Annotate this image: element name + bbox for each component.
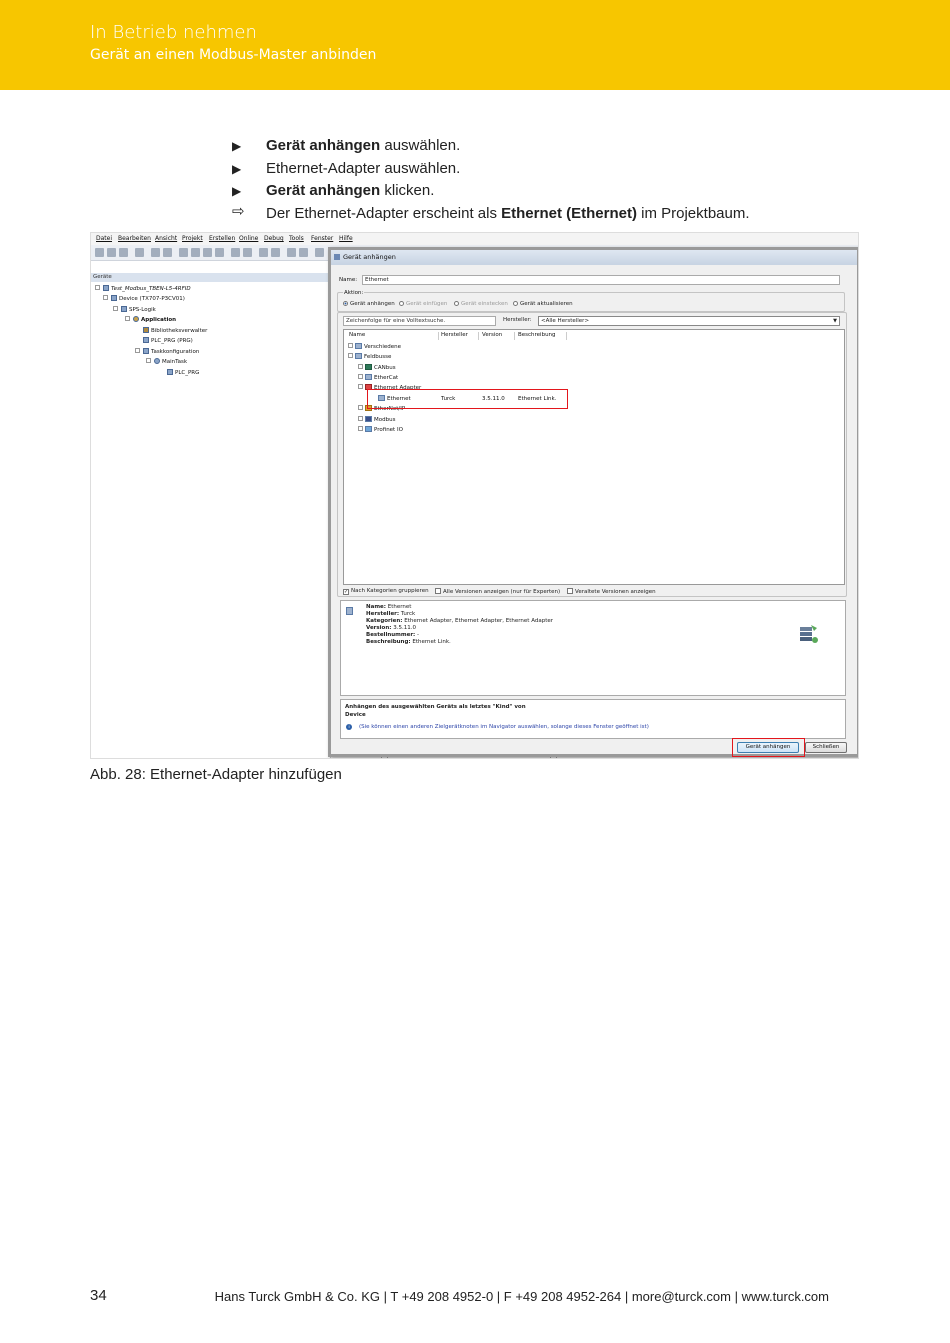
collapse-icon[interactable] (348, 353, 353, 358)
checkbox-all-versions[interactable] (435, 588, 560, 595)
name-label: Name: (339, 277, 358, 283)
arrow-bullet-icon: ▶ (232, 184, 242, 198)
add-device-dialog (328, 247, 859, 757)
redo-icon[interactable] (163, 248, 172, 257)
open-icon[interactable] (107, 248, 116, 257)
tree-node-label: Taskkonfiguration (151, 349, 200, 355)
instruction-steps (232, 136, 852, 226)
radio-label: Gerät einstecken (461, 301, 508, 307)
arrow-bullet-icon: ▶ (232, 161, 242, 176)
highlight-frame (732, 738, 805, 757)
hint-text: (Sie können einen anderen Zielgerätknoten im Navigator auswählen, solange dieses Fenster geöffnet ist) (359, 724, 649, 730)
paste-icon[interactable] (203, 248, 212, 257)
ide-screenshot (90, 232, 859, 759)
cell-version: 3.5.11.0 (482, 396, 505, 402)
step-text: klicken. (380, 182, 435, 199)
arrow-bullet-icon: ▶ (232, 139, 242, 153)
find-icon[interactable] (231, 248, 240, 257)
search-input[interactable]: Zeichenfolge für eine Volltextsuche. (343, 316, 496, 326)
step-text: Der Ethernet-Adapter erscheint als (266, 204, 502, 222)
tree-node-label: MainTask (162, 359, 187, 365)
menu-item[interactable]: Hilfe (339, 235, 353, 242)
list-item-misc[interactable] (348, 343, 401, 351)
column-separator (566, 332, 567, 340)
tree-node-label: Bibliotheksverwalter (151, 328, 208, 334)
info-vendor: Hersteller: Turck (366, 611, 416, 617)
tree-node-label: SPS-Logik (129, 307, 156, 313)
cut-icon[interactable] (179, 248, 188, 257)
program-icon (143, 337, 149, 343)
tree-node-label: Application (141, 317, 177, 323)
info-description: Beschreibung: Ethernet Link. (366, 639, 451, 645)
menu-item[interactable]: Projekt (182, 235, 203, 242)
checkbox-label: Nach Kategorien gruppieren (351, 588, 429, 594)
undo-icon[interactable] (151, 248, 160, 257)
tree-node-project[interactable] (95, 285, 191, 293)
list-item-label: EtherCat (374, 375, 399, 381)
list-item-fieldbus[interactable] (348, 353, 391, 361)
list-item-label: Ethernet (387, 396, 411, 402)
plc-logic-icon (121, 306, 127, 312)
collapse-icon[interactable] (95, 285, 100, 290)
radio-label: Gerät anhängen (350, 301, 395, 307)
hint-title: Anhängen des ausgewählten Geräts als letztes "Kind" von Device (345, 704, 526, 718)
cell-vendor: Turck (441, 396, 456, 402)
column-header-version[interactable]: Version (482, 332, 503, 338)
vendor-value: <Alle Hersteller> (541, 318, 590, 324)
vendor-select[interactable] (538, 316, 840, 326)
page-header (0, 0, 950, 90)
list-item-modbus[interactable] (358, 416, 395, 424)
checkbox-group-by-category[interactable] (343, 588, 429, 595)
project-icon (103, 285, 109, 291)
tree-node-label: Test_Modbus_TBEN-L5-4RFID (111, 286, 191, 292)
menu-item[interactable]: Online (239, 235, 259, 242)
list-item-canbus[interactable] (358, 364, 396, 372)
info-version: Version: 3.5.11.0 (366, 625, 416, 631)
radio-label: Gerät einfügen (406, 301, 448, 307)
radio-plug[interactable] (454, 301, 508, 307)
list-item-label: Profinet IO (374, 427, 403, 433)
dialog-title: Gerät anhängen (343, 253, 396, 261)
modbus-icon (365, 416, 372, 422)
radio-label: Gerät aktualisieren (520, 301, 573, 307)
menu-item[interactable]: Erstellen (209, 235, 236, 242)
list-item-profinet[interactable] (358, 426, 403, 434)
column-separator (478, 332, 479, 340)
radio-icon (399, 301, 404, 306)
tree-node-plc-prg[interactable] (143, 337, 193, 345)
checkbox-label: Alle Versionen anzeigen (nur für Experten) (443, 589, 561, 595)
logout-icon[interactable] (299, 248, 308, 257)
device-info-panel (340, 600, 846, 696)
expand-icon[interactable] (358, 374, 363, 379)
expand-icon[interactable] (358, 405, 363, 410)
folder-icon (355, 353, 362, 359)
step-item (232, 181, 852, 204)
collapse-icon[interactable] (125, 316, 130, 321)
tree-node-label: PLC_PRG (175, 370, 200, 376)
menu-item[interactable]: Debug (264, 235, 284, 242)
step-item (232, 159, 852, 182)
rebuild-icon[interactable] (271, 248, 280, 257)
info-icon: i (346, 724, 352, 730)
task-icon (154, 358, 160, 364)
chevron-down-icon: ▼ (833, 318, 837, 324)
collapse-icon[interactable] (103, 295, 108, 300)
menu-item[interactable]: Fenster (311, 235, 334, 242)
radio-insert[interactable] (399, 301, 447, 307)
tree-node-plc-logic[interactable] (113, 306, 156, 314)
info-name: Name: Ethernet (366, 604, 412, 610)
program-call-icon (167, 369, 173, 375)
device-icon (111, 295, 117, 301)
info-order-number: Bestellnummer: - (366, 632, 419, 638)
tree-node-application[interactable] (125, 316, 176, 324)
collapse-icon[interactable] (146, 358, 151, 363)
collapse-icon[interactable] (358, 384, 363, 389)
column-header-name[interactable]: Name (349, 332, 366, 338)
profinet-icon (365, 426, 372, 432)
menu-item[interactable]: Ansicht (155, 235, 178, 242)
device-icon (346, 607, 353, 615)
column-separator (514, 332, 515, 340)
expand-icon[interactable] (358, 416, 363, 421)
tree-node-maintask[interactable] (146, 358, 187, 366)
name-input[interactable]: Ethernet (362, 275, 840, 285)
checkbox-icon (435, 588, 441, 594)
checkbox-icon (567, 588, 573, 594)
highlight-frame (367, 389, 568, 409)
dialog-icon (334, 254, 340, 260)
print-icon[interactable] (135, 248, 144, 257)
action-label: Aktion: (344, 290, 364, 296)
copy-icon[interactable] (191, 248, 200, 257)
radio-update[interactable] (513, 301, 573, 307)
delete-icon[interactable] (215, 248, 224, 257)
expand-icon[interactable] (348, 343, 353, 348)
step-bold: Ethernet (Ethernet) (501, 204, 637, 222)
close-button[interactable]: Schließen (805, 742, 847, 753)
list-item-label: Ethernet Adapter (374, 385, 422, 391)
list-item-label: Modbus (374, 417, 396, 423)
tree-node-task-config[interactable] (135, 348, 199, 356)
library-icon (143, 327, 149, 333)
column-separator (438, 332, 439, 340)
hint-panel (340, 699, 846, 739)
devices-panel (91, 273, 331, 759)
expand-icon[interactable] (358, 426, 363, 431)
step-text: Ethernet-Adapter auswählen. (266, 159, 461, 177)
radio-icon (454, 301, 459, 306)
column-header-description[interactable]: Beschreibung (518, 332, 556, 338)
save-icon[interactable] (119, 248, 128, 257)
menu-item[interactable]: Datei (96, 235, 113, 242)
list-item-label: CANbus (374, 365, 396, 371)
tree-node-plc-prg-call[interactable] (167, 369, 199, 377)
menu-item[interactable]: Bearbeiten (118, 235, 151, 242)
tree-node-label: PLC_PRG (PRG) (151, 338, 193, 344)
step-bold: Gerät anhängen (266, 182, 381, 199)
menu-bar (91, 233, 859, 245)
vendor-label: Hersteller: (503, 317, 532, 323)
dialog-title-bar (331, 250, 857, 265)
ethercat-icon (365, 374, 372, 380)
step-item (232, 136, 852, 159)
application-icon (133, 316, 139, 322)
start-icon[interactable] (315, 248, 324, 257)
section-subtitle: Gerät an einen Modbus-Master anbinden (90, 47, 377, 63)
attach-device-button[interactable]: Gerät anhängen (737, 742, 799, 753)
radio-icon (343, 301, 348, 306)
task-config-icon (143, 348, 149, 354)
folder-icon (355, 343, 362, 349)
checkbox-obsolete-versions[interactable] (567, 588, 656, 595)
expand-icon[interactable] (358, 364, 363, 369)
login-icon[interactable] (287, 248, 296, 257)
checkbox-label: Veraltete Versionen anzeigen (575, 589, 656, 595)
step-text: im Projektbaum. (636, 204, 750, 222)
chapter-title: In Betrieb nehmen (90, 22, 257, 43)
info-categories: Kategorien: Ethernet Adapter, Ethernet Adapter, Ethernet Adapter (366, 618, 554, 624)
step-text: auswählen. (380, 137, 461, 154)
cell-description: Ethernet Link. (518, 396, 557, 402)
step-result (232, 204, 852, 227)
page-number: 34 (90, 1287, 107, 1304)
list-item-ethercat[interactable] (358, 374, 398, 382)
list-item-label: EtherNet/IP (374, 406, 406, 412)
replace-icon[interactable] (243, 248, 252, 257)
step-bold: Gerät anhängen (266, 137, 381, 154)
checkbox-checked-icon: ✓ (344, 589, 349, 595)
radio-icon (513, 301, 518, 306)
page-footer: Hans Turck GmbH & Co. KG | T +49 208 4952-0 | F +49 208 4952-264 | more@turck.com | www.turck.com (214, 1289, 829, 1304)
radio-attach[interactable] (343, 301, 395, 307)
column-header-vendor[interactable]: Hersteller (441, 332, 468, 338)
collapse-icon[interactable] (135, 348, 140, 353)
list-item-label: Verschiedene (364, 344, 402, 350)
build-icon[interactable] (259, 248, 268, 257)
menu-item[interactable]: Tools (289, 235, 304, 242)
panel-caption: Geräte (91, 273, 331, 282)
collapse-icon[interactable] (113, 306, 118, 311)
new-icon[interactable] (95, 248, 104, 257)
network-device-icon (797, 623, 819, 645)
list-item-label: Feldbusse (364, 354, 392, 360)
result-arrow-icon: ⇨ (232, 202, 245, 220)
tree-node-label: Device (TX707-P3CV01) (119, 296, 185, 302)
device-list (343, 329, 845, 585)
tree-node-library-manager[interactable] (143, 327, 207, 335)
canbus-icon (365, 364, 372, 370)
figure-caption: Abb. 28: Ethernet-Adapter hinzufügen (90, 766, 342, 783)
tree-node-device[interactable] (103, 295, 185, 303)
